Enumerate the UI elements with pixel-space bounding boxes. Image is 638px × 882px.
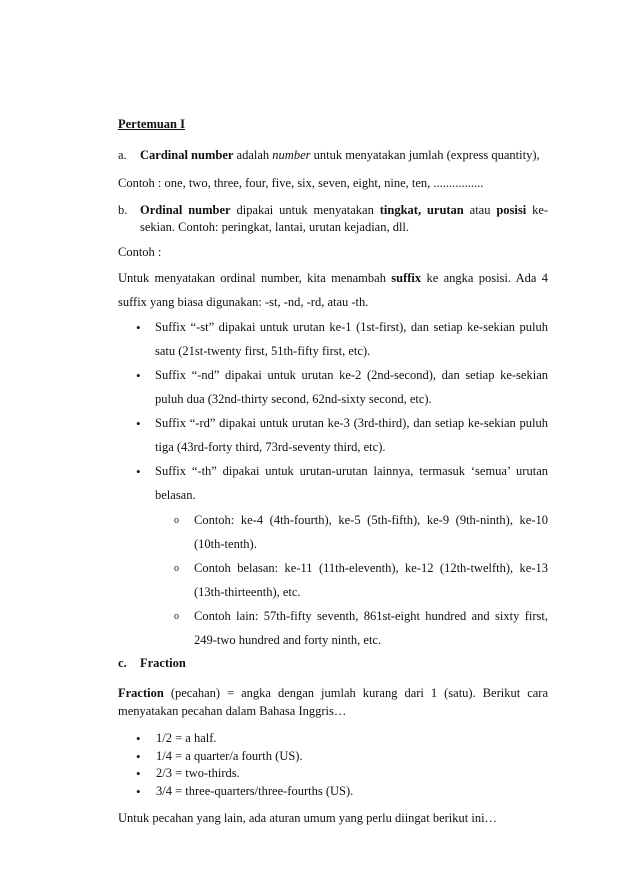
bullet-icon: • [136, 731, 141, 746]
bullet-icon: • [136, 749, 141, 764]
bullet-icon: • [136, 464, 141, 479]
sub-bullet-1-line2: (10th-tenth). [194, 537, 257, 551]
section-a-text-after: untuk menyatakan jumlah (express quantity), [313, 148, 540, 162]
bullet-icon: • [136, 320, 141, 335]
bullet-3-line2: tiga (43rd-forty third, 73rd-seventy third, etc). [155, 440, 386, 454]
fraction-item: 2/3 = two-thirds. [156, 766, 240, 780]
page-title: Pertemuan I [118, 117, 185, 131]
section-b-text2: atau [469, 203, 491, 217]
sub-bullet-1-line1: Contoh: ke-4 (4th-fourth), ke-5 (5th-fifth), ke-9 (9th-ninth), ke-10 [194, 513, 548, 527]
fraction-item: 1/4 = a quarter/a fourth (US). [156, 749, 303, 763]
bullet-icon: • [136, 766, 141, 781]
section-b-line1 [140, 204, 548, 217]
section-b-text3: ke- [532, 203, 549, 217]
section-a-italic-word: number [272, 148, 311, 162]
fraction-para-line1 [118, 687, 548, 700]
bullet-icon: • [136, 368, 141, 383]
fraction-heading: Fraction [140, 656, 186, 670]
fraction-closing: Untuk pecahan yang lain, ada aturan umum yang perlu diingat berikut ini… [118, 811, 498, 825]
section-b-bold2: posisi [496, 203, 527, 217]
section-b-bold1: tingkat, urutan [379, 203, 464, 217]
bullet-3-line1: Suffix “-rd” dipakai untuk urutan ke-3 (3rd-third), dan setiap ke-sekian puluh [155, 416, 548, 430]
fraction-item: 1/2 = a half. [156, 731, 217, 745]
sub-bullet-3-line1: Contoh lain: 57th-fifty seventh, 861st-eight hundred and sixty first, [194, 609, 548, 623]
bullet-4-line2: belasan. [155, 488, 196, 502]
contoh-label: Contoh : [118, 245, 162, 259]
ordinal-intro-line1 [118, 272, 548, 285]
fraction-bold-word: Fraction [118, 686, 164, 700]
section-a-marker: a. [118, 148, 127, 162]
fraction-item: 3/4 = three-quarters/three-fourths (US). [156, 784, 354, 798]
intro-bold-suffix: suffix [391, 271, 422, 285]
sub-bullet-2-line1: Contoh belasan: ke-11 (11th-eleventh), ke-12 (12th-twelfth), ke-13 [194, 561, 548, 575]
section-b-text1: dipakai untuk menyatakan [236, 203, 374, 217]
section-b-marker: b. [118, 203, 128, 217]
bullet-icon: • [136, 784, 141, 799]
bullet-icon: • [136, 416, 141, 431]
bullet-2-line1: Suffix “-nd” dipakai untuk urutan ke-2 (2nd-second), dan setiap ke-sekian [155, 368, 548, 382]
intro-part1: Untuk menyatakan ordinal number, kita menambah [118, 271, 386, 285]
sub-bullet-2-line2: (13th-thirteenth), etc. [194, 585, 301, 599]
circle-bullet-icon: o [174, 563, 179, 574]
bullet-4-line1: Suffix “-th” dipakai untuk urutan-urutan lainnya, termasuk ‘semua’ urutan [155, 464, 548, 478]
bullet-1-line1: Suffix “-st” dipakai untuk urutan ke-1 (1st-first), dan setiap ke-sekian puluh [155, 320, 548, 334]
bullet-1-line2: satu (21st-twenty first, 51th-fifty first, etc). [155, 344, 371, 358]
fraction-para-text: (pecahan) = angka dengan jumlah kurang dari 1 (satu). Berikut cara [170, 686, 548, 700]
section-a-line [140, 149, 540, 162]
sub-bullet-3-line2: 249-two hundred and forty ninth, etc. [194, 633, 382, 647]
section-b-line2: sekian. Contoh: peringkat, lantai, urutan kejadian, dll. [140, 220, 410, 234]
intro-part2: ke angka posisi. Ada 4 [426, 271, 549, 285]
cardinal-number-term: Cardinal number [140, 148, 234, 162]
section-c-marker: c. [118, 656, 127, 670]
section-a-text-before: adalah [236, 148, 270, 162]
ordinal-intro-line2: suffix yang biasa digunakan: -st, -nd, -rd, atau -th. [118, 295, 369, 309]
cardinal-example: Contoh : one, two, three, four, five, six, seven, eight, nine, ten, ................ [118, 176, 484, 190]
bullet-2-line2: puluh dua (32nd-thirty second, 62nd-sixty second, etc). [155, 392, 432, 406]
fraction-para-line2: menyatakan pecahan dalam Bahasa Inggris… [118, 704, 347, 718]
circle-bullet-icon: o [174, 611, 179, 622]
circle-bullet-icon: o [174, 515, 179, 526]
ordinal-number-term: Ordinal number [140, 203, 231, 217]
